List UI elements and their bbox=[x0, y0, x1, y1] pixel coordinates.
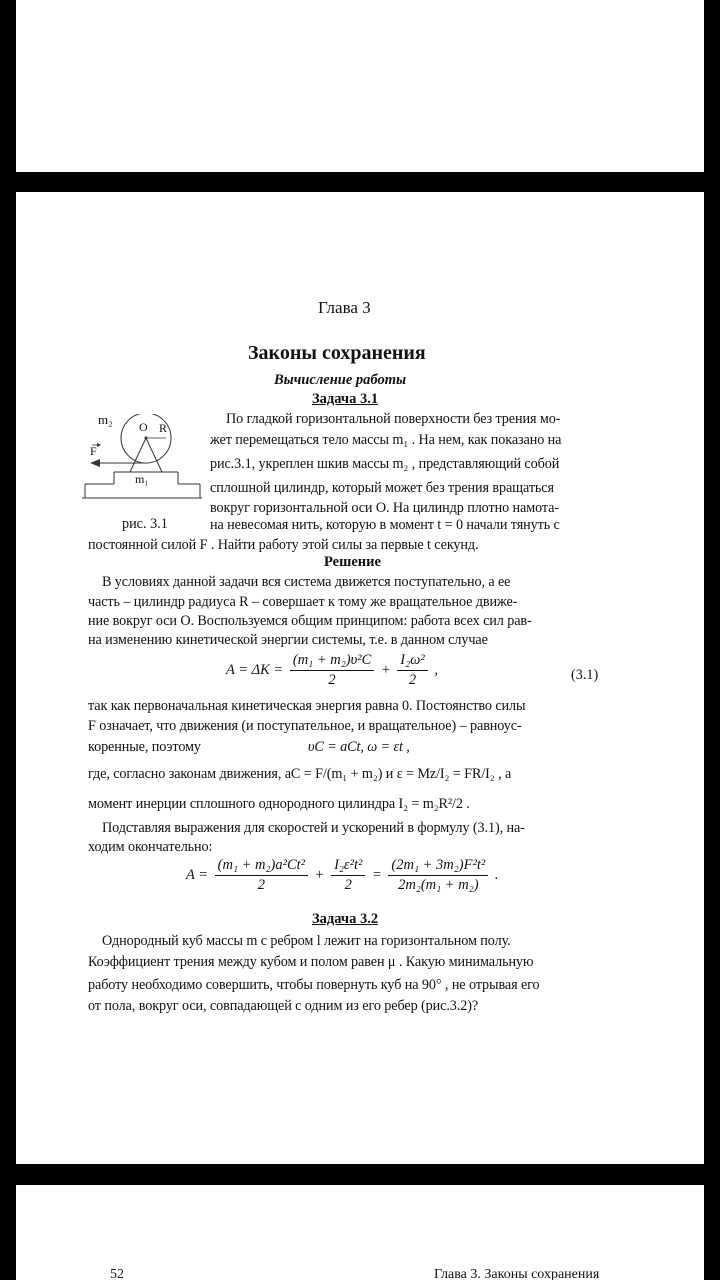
inertia-line: момент инерции сплошного однородного цилиндра I₂ = m₂R²/2 . bbox=[88, 796, 470, 812]
problem-2-line: работу необходимо совершить, чтобы повернуть куб на 90° , не отрывая его bbox=[88, 977, 540, 993]
problem-1-title: Задача 3.1 bbox=[312, 391, 379, 407]
eq2-fraction-3 bbox=[388, 857, 488, 894]
eq2-f2-num: I₂ε²t² bbox=[331, 857, 365, 876]
solution-line: Подставляя выражения для скоростей и ускорений в формулу (3.1), на- bbox=[102, 820, 525, 836]
problem-1-line: По гладкой горизонтальной поверхности без трения мо- bbox=[226, 411, 561, 427]
eq2-lhs: A = bbox=[186, 866, 209, 883]
eq2-f1-num: (m₁ + m₂)a²Ct² bbox=[215, 857, 308, 876]
eq1-frac2-num: I₂ω² bbox=[397, 652, 427, 671]
solution-line: ходим окончательно: bbox=[88, 839, 213, 855]
final-equation bbox=[186, 857, 498, 894]
label-f: F bbox=[90, 444, 97, 458]
equation-number: (3.1) bbox=[571, 667, 599, 683]
solution-line: часть – цилиндр радиуса R – совершает к тому же вращательное движе- bbox=[88, 594, 518, 610]
problem-1-line: жет перемещаться тело массы m₁ . На нем, как показано на bbox=[210, 432, 562, 448]
eq2-f2-den: 2 bbox=[344, 877, 352, 893]
equation-3-1 bbox=[226, 652, 438, 689]
problem-1-line: на невесомая нить, которую в момент t = 0 начали тянуть с bbox=[210, 517, 560, 533]
problem-2-title: Задача 3.2 bbox=[312, 911, 379, 927]
problem-1-line: рис.3.1, укреплен шкив массы m₂ , представляющий собой bbox=[210, 456, 560, 472]
problem-1-line: сплошной цилиндр, который может без трения вращаться bbox=[210, 480, 554, 496]
next-page bbox=[16, 1185, 704, 1280]
eq1-fraction-2 bbox=[397, 652, 427, 689]
solution-line: так как первоначальная кинетическая энергия равна 0. Постоянство силы bbox=[88, 698, 526, 714]
solution-line: на изменению кинетической энергии системы, т.е. в данном случае bbox=[88, 632, 488, 648]
eq2-f1-den: 2 bbox=[257, 877, 265, 893]
eq1-fraction-1 bbox=[290, 652, 374, 689]
problem-2-line: Коэффициент трения между кубом и полом равен μ . Какую минимальную bbox=[88, 954, 534, 970]
kinematics-formula: υC = aCt, ω = εt , bbox=[308, 739, 410, 755]
eq2-equals: = bbox=[372, 866, 382, 883]
solution-line: F означает, что движения (и поступательное, и вращательное) – равноус- bbox=[88, 718, 522, 734]
eq1-frac2-den: 2 bbox=[408, 672, 417, 688]
previous-page bbox=[16, 0, 704, 172]
section-title: Законы сохранения bbox=[248, 342, 426, 364]
label-m1: m₁ bbox=[135, 472, 149, 486]
eq2-tail: . bbox=[494, 866, 499, 883]
chapter-heading: Глава 3 bbox=[318, 298, 371, 317]
eq1-frac1-num: (m₁ + m₂)υ²C bbox=[290, 652, 374, 671]
label-r: R bbox=[159, 421, 168, 435]
document-page bbox=[16, 192, 704, 1164]
running-title: Глава 3. Законы сохранения bbox=[434, 1267, 600, 1280]
eq1-plus: + bbox=[380, 661, 391, 678]
page-number: 52 bbox=[110, 1267, 124, 1280]
eq2-plus: + bbox=[314, 866, 325, 883]
eq1-lhs: A = ΔK = bbox=[226, 661, 284, 678]
eq2-fraction-1 bbox=[215, 857, 308, 894]
solution-line: В условиях данной задачи вся система движется поступательно, а ее bbox=[102, 574, 511, 590]
label-m2: m₂ bbox=[98, 412, 113, 427]
problem-1-line: постоянной силой F . Найти работу этой силы за первые t секунд. bbox=[88, 537, 479, 553]
problem-2-line: от пола, вокруг оси, совпадающей с одним из его ребер (рис.3.2)? bbox=[88, 998, 479, 1014]
eq2-f3-num: (2m₁ + 3m₂)F²t² bbox=[388, 857, 488, 876]
problem-1-line: вокруг горизонтальной оси O. На цилиндр плотно намота- bbox=[210, 500, 559, 516]
subsection-title: Вычисление работы bbox=[274, 372, 407, 388]
figure-3-1 bbox=[82, 414, 214, 511]
figure-caption: рис. 3.1 bbox=[122, 516, 168, 532]
eq2-f3-den: 2m₂(m₁ + m₂) bbox=[398, 877, 479, 893]
solution-line: ние вокруг оси O. Воспользуемся общим принципом: работа всех сил рав- bbox=[88, 613, 532, 629]
eq1-tail: , bbox=[434, 661, 439, 678]
problem-2-line: Однородный куб массы m с ребром l лежит на горизонтальном полу. bbox=[102, 933, 511, 949]
eq1-frac1-den: 2 bbox=[328, 672, 336, 688]
laws-line: где, согласно законам движения, aC = F/(m₁ + m₂) и ε = Mz/I₂ = FR/I₂ , а bbox=[88, 766, 512, 782]
solution-title: Решение bbox=[324, 554, 381, 570]
label-o: O bbox=[139, 420, 148, 434]
solution-line: коренные, поэтому bbox=[88, 739, 201, 755]
eq2-fraction-2 bbox=[331, 857, 365, 894]
